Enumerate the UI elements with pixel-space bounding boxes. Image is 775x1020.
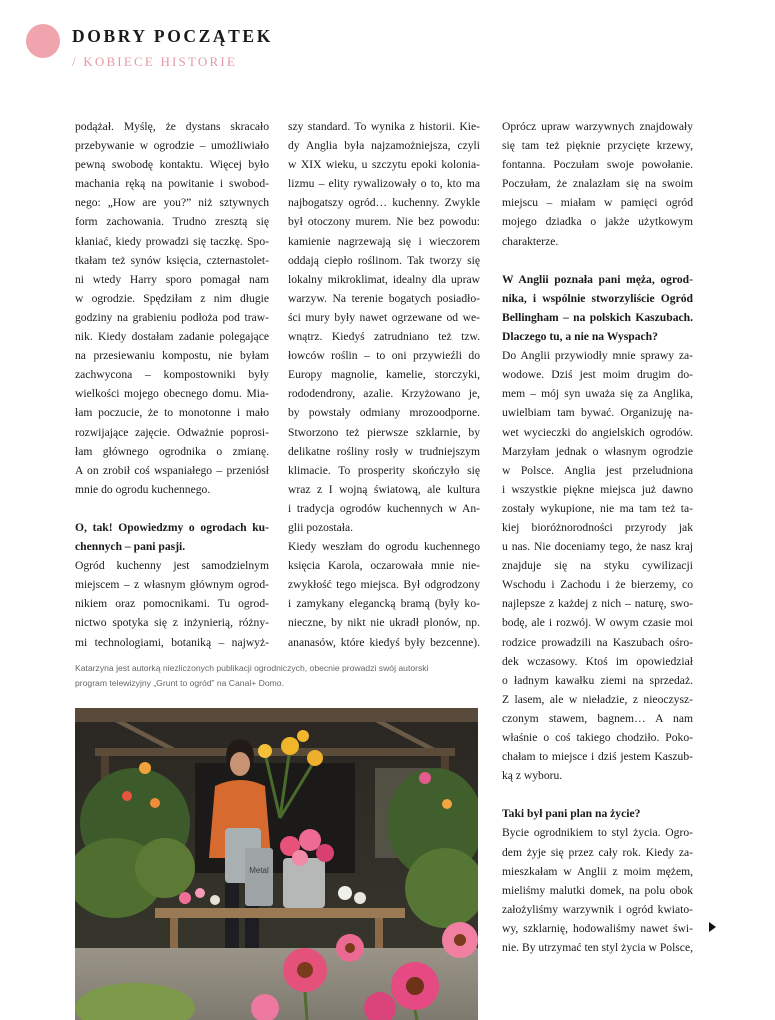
article-column-3 xyxy=(502,117,693,957)
body-text-line: warzyw. Na terenie bogatych posiadło- xyxy=(288,291,480,305)
body-text-line: znajduje się na styku cywilizacji xyxy=(502,559,693,573)
body-text-line: o ładnym kawałku ziemi na sprzedaż. xyxy=(502,673,693,687)
body-text-line: w Polsce. Anglia jest przeludniona xyxy=(502,463,693,477)
body-text-line: dem żyje się przez cały rok. Kiedy za- xyxy=(502,845,693,859)
body-text-line: i tradycja ogrodów kuchennych w An- xyxy=(288,501,480,515)
body-text-line: Kiedy weszłam do ogrodu kuchennego xyxy=(288,540,480,554)
section-marker-dot xyxy=(26,24,60,58)
body-text-line: i wszystkie piękne miejsca już dawno xyxy=(502,482,693,496)
paragraph-gap xyxy=(75,499,269,518)
body-text-line: Europy magnolie, kamelie, storczyki, xyxy=(288,368,480,382)
body-text-line: u nas. Nie doceniamy tego, że nasz kraj xyxy=(502,540,693,554)
body-text-line: klimacie. To prosperity skończyło się xyxy=(288,463,480,477)
body-text-line: Ogród kuchenny jest samodzielnym xyxy=(75,559,269,573)
body-text-line: wraz z I wojną światową, ale kultura xyxy=(288,482,480,496)
body-text-line: kłaniać, kiedy prowadzi się taczkę. Spo- xyxy=(75,234,269,248)
body-text-line: najlepsze z każdej z nich – naturę, swo- xyxy=(502,597,693,611)
body-text-line: miejscu – miałam w pamięci ogród xyxy=(502,196,693,210)
caption-line: program telewizyjny „Grunt to ogród” na Canal+ Domo. xyxy=(75,678,284,688)
body-text-line: Marzyłam jednak o własnym ogrodzie xyxy=(502,444,693,458)
body-text-line: przebywanie w ogrodzie – umożliwiało xyxy=(75,139,269,153)
body-text-line: lizmu – elity rywalizowały o to, kto ma xyxy=(288,177,480,191)
section-subtitle: / KOBIECE HISTORIE xyxy=(72,54,238,69)
article-column-2 xyxy=(288,117,480,652)
body-text-line: był otoczony murem. Nie bez powodu: xyxy=(288,215,480,229)
body-text-line: i zamykany elegancką bramą (były ko- xyxy=(288,597,480,611)
paragraph-gap xyxy=(502,251,693,270)
body-text-line: nictwo spotyka się z inżynierią, różny- xyxy=(75,616,269,630)
body-text-line: nieczne, by nikt nie ukradł plonów, np. xyxy=(288,616,480,630)
body-text-line: glii pozostała. xyxy=(288,520,354,534)
body-text-line: na przesiewaniu kompostu, nie byłam xyxy=(75,349,269,363)
body-text-line: wielkości mojego obecnego domu. Mia- xyxy=(75,387,269,401)
body-text-line: mojego dziadka o jakże użytkowym xyxy=(502,215,693,229)
question-line: O, tak! Opowiedzmy o ogrodach ku- xyxy=(75,520,269,534)
body-text-line: Wschodu i Zachodu i że bierzemy, co xyxy=(502,578,693,592)
garden-photo xyxy=(75,708,478,1020)
body-text-line: pewną swobodę kontaktu. Więcej było xyxy=(75,158,269,172)
body-text-line: nikiem oraz pomocnikami. Tu ogrod- xyxy=(75,597,269,611)
body-text-line: nik. Kiedy dostałam zadanie polegające xyxy=(75,330,269,344)
body-text-line: łowców roślin – to oni przywieźli do xyxy=(288,349,480,363)
body-text-line: zostały wykupione, nie ma tam też ta- xyxy=(502,501,693,515)
body-text-line: ananasów, które kiedyś były bezcenne). xyxy=(288,635,480,649)
bucket-label: Metal xyxy=(249,866,269,875)
body-text-line: dek wczasowy. Ktoś im opowiedział xyxy=(502,654,693,668)
body-text-line: wy, szklarnię, hodowaliśmy nawet świ- xyxy=(502,921,693,935)
body-text-line: założyliśmy warzywnik i ogród kwiato- xyxy=(502,902,693,916)
body-text-line: bodę, ale i rozwój. W owym czasie moi xyxy=(502,616,693,630)
body-text-line: nego: „How are you?” niż sztywnych xyxy=(75,196,269,210)
question-line: Taki był pani plan na życie? xyxy=(502,807,641,821)
body-text-line: tkałam też synów księcia, czternastolet- xyxy=(75,253,269,267)
section-title: DOBRY POCZĄTEK xyxy=(72,26,273,46)
body-text-line: ką z wyboru. xyxy=(502,769,563,783)
body-text-line: nie. By utrzymać ten styl życia w Polsce, xyxy=(502,941,693,955)
question-line: chennych – pani pasji. xyxy=(75,540,186,554)
paragraph-gap xyxy=(502,785,693,804)
body-text-line: machania ręką na powitanie i swobod- xyxy=(75,177,269,191)
body-text-line: dy Anglia była najzamożniejsza, czyli xyxy=(288,139,480,153)
body-text-line: w XIX wieku, u szczytu epoki kolonia- xyxy=(288,158,480,172)
body-text-line: chałam to miejsce i dziś jestem Kaszub- xyxy=(502,750,693,764)
body-text-line: Stworzono też pierwsze szklarnie, by xyxy=(288,425,480,439)
body-text-line: mieliśmy malutki domek, na polu obok xyxy=(502,883,693,897)
body-text-line: wodowe. Dziś jest moim drugim do- xyxy=(502,368,693,382)
body-text-line: kamienie nagrzewają się i wieczorem xyxy=(288,234,480,248)
body-text-line: właśnie o coś takiego chodziło. Poko- xyxy=(502,731,693,744)
body-text-line: A on zrobił coś wspaniałego – przeniósł xyxy=(75,463,269,477)
body-text-line: łam poczucie, że to monotonne i mało xyxy=(75,406,269,420)
body-text-line: mnie do ogrodu kuchennego. xyxy=(75,482,211,496)
body-text-line: zachwycona – kompostowniki były xyxy=(75,368,269,382)
question-line: Bellingham – na polskich Kaszubach. xyxy=(502,310,693,324)
body-text-line: uwielbiam tam bywać. Organizuję na- xyxy=(502,406,693,420)
body-text-line: szy standard. To wynika z historii. Kie- xyxy=(288,120,480,133)
body-text-line: podążał. Myślę, że dystans skracało xyxy=(75,120,269,133)
body-text-line: Z lasem, ale w nieładzie, z nieoczysz- xyxy=(502,692,693,706)
body-text-line: charakterze. xyxy=(502,234,559,248)
body-text-line: się tam też pięknie przycięte krzewy, xyxy=(502,139,693,153)
body-text-line: kiej bioróżnorodności przyrody jak xyxy=(502,520,693,534)
body-text-line: by powstały odmiany mrozoodporne. xyxy=(288,406,480,420)
body-text-line: Poczułam, że znalazłam się na swoim xyxy=(502,177,693,191)
body-text-line: mi technologiami, botaniką – najwyż- xyxy=(75,635,269,649)
question-line: W Anglii poznała pani męża, ogrod- xyxy=(502,272,693,286)
article-column-1 xyxy=(75,117,269,652)
body-text-line: fontanna. Poczułam swoje powołanie. xyxy=(502,158,693,172)
body-text-line: mieszkałam w Anglii z moim mężem, xyxy=(502,864,693,878)
body-text-line: Do Anglii przywiodły mnie sprawy za- xyxy=(502,349,693,363)
body-text-line: ni wtedy Harry sporo pomagał nam xyxy=(75,272,269,286)
body-text-line: czonym stawem, bagnem… A nam xyxy=(502,711,693,725)
body-text-line: rozwijające zajęcie. Odważnie poprosi- xyxy=(75,425,269,439)
body-text-line: najbogatszy ogród… kuchenny. Zwykle xyxy=(288,196,480,210)
body-text-line: godziny na grabieniu podłoża pod traw- xyxy=(75,310,269,324)
body-text-line: lokalny mikroklimat, idealny dla upraw xyxy=(288,272,480,286)
caption-line: Katarzyna jest autorką niezliczonych publikacji ogrodniczych, obecnie prowadzi swój autorski xyxy=(75,663,429,673)
body-text-line: w ogrodzie. Spędziłam z nim długie xyxy=(75,291,269,305)
body-text-line: oddają ciepło roślinom. Tak tworzy się xyxy=(288,253,480,267)
body-text-line: łam głównego ogrodnika o zmianę. xyxy=(75,444,269,458)
body-text-line: wet wycieczki do angielskich ogrodów. xyxy=(502,425,693,439)
body-text-line: rododendrony, azalie. Krzyżowano je, xyxy=(288,387,480,401)
question-line: Dlaczego tu, a nie na Wyspach? xyxy=(502,330,658,344)
photo-caption xyxy=(75,661,485,691)
body-text-line: księcia Karola, oczarowała mnie nie- xyxy=(288,559,480,573)
body-text-line: zwykłość tego miejsca. Był odgrodzony xyxy=(288,578,480,592)
body-text-line: rodzice prowadzili na Kaszubach ośro- xyxy=(502,635,693,649)
body-text-line: Oprócz upraw warzywnych znajdowały xyxy=(502,120,693,133)
body-text-line: delikatne rośliny rosły w trudniejszym xyxy=(288,444,480,458)
body-text-line: ści mury były nawet ogrzewane od we- xyxy=(288,310,480,324)
body-text-line: Bycie ogrodnikiem to styl życia. Ogro- xyxy=(502,826,693,840)
body-text-line: miejscem – z własnym głównym ogrod- xyxy=(75,578,269,592)
body-text-line: mem – mój syn uważa się za Anglika, xyxy=(502,387,693,401)
body-text-line: form zachowania. Trudno zresztą się xyxy=(75,215,269,229)
question-line: nika, i wspólnie stworzyliście Ogród xyxy=(502,291,693,305)
body-text-line: wnątrz. Kiedyś zatrudniano też tzw. xyxy=(288,330,480,344)
next-page-arrow-icon xyxy=(709,922,716,932)
